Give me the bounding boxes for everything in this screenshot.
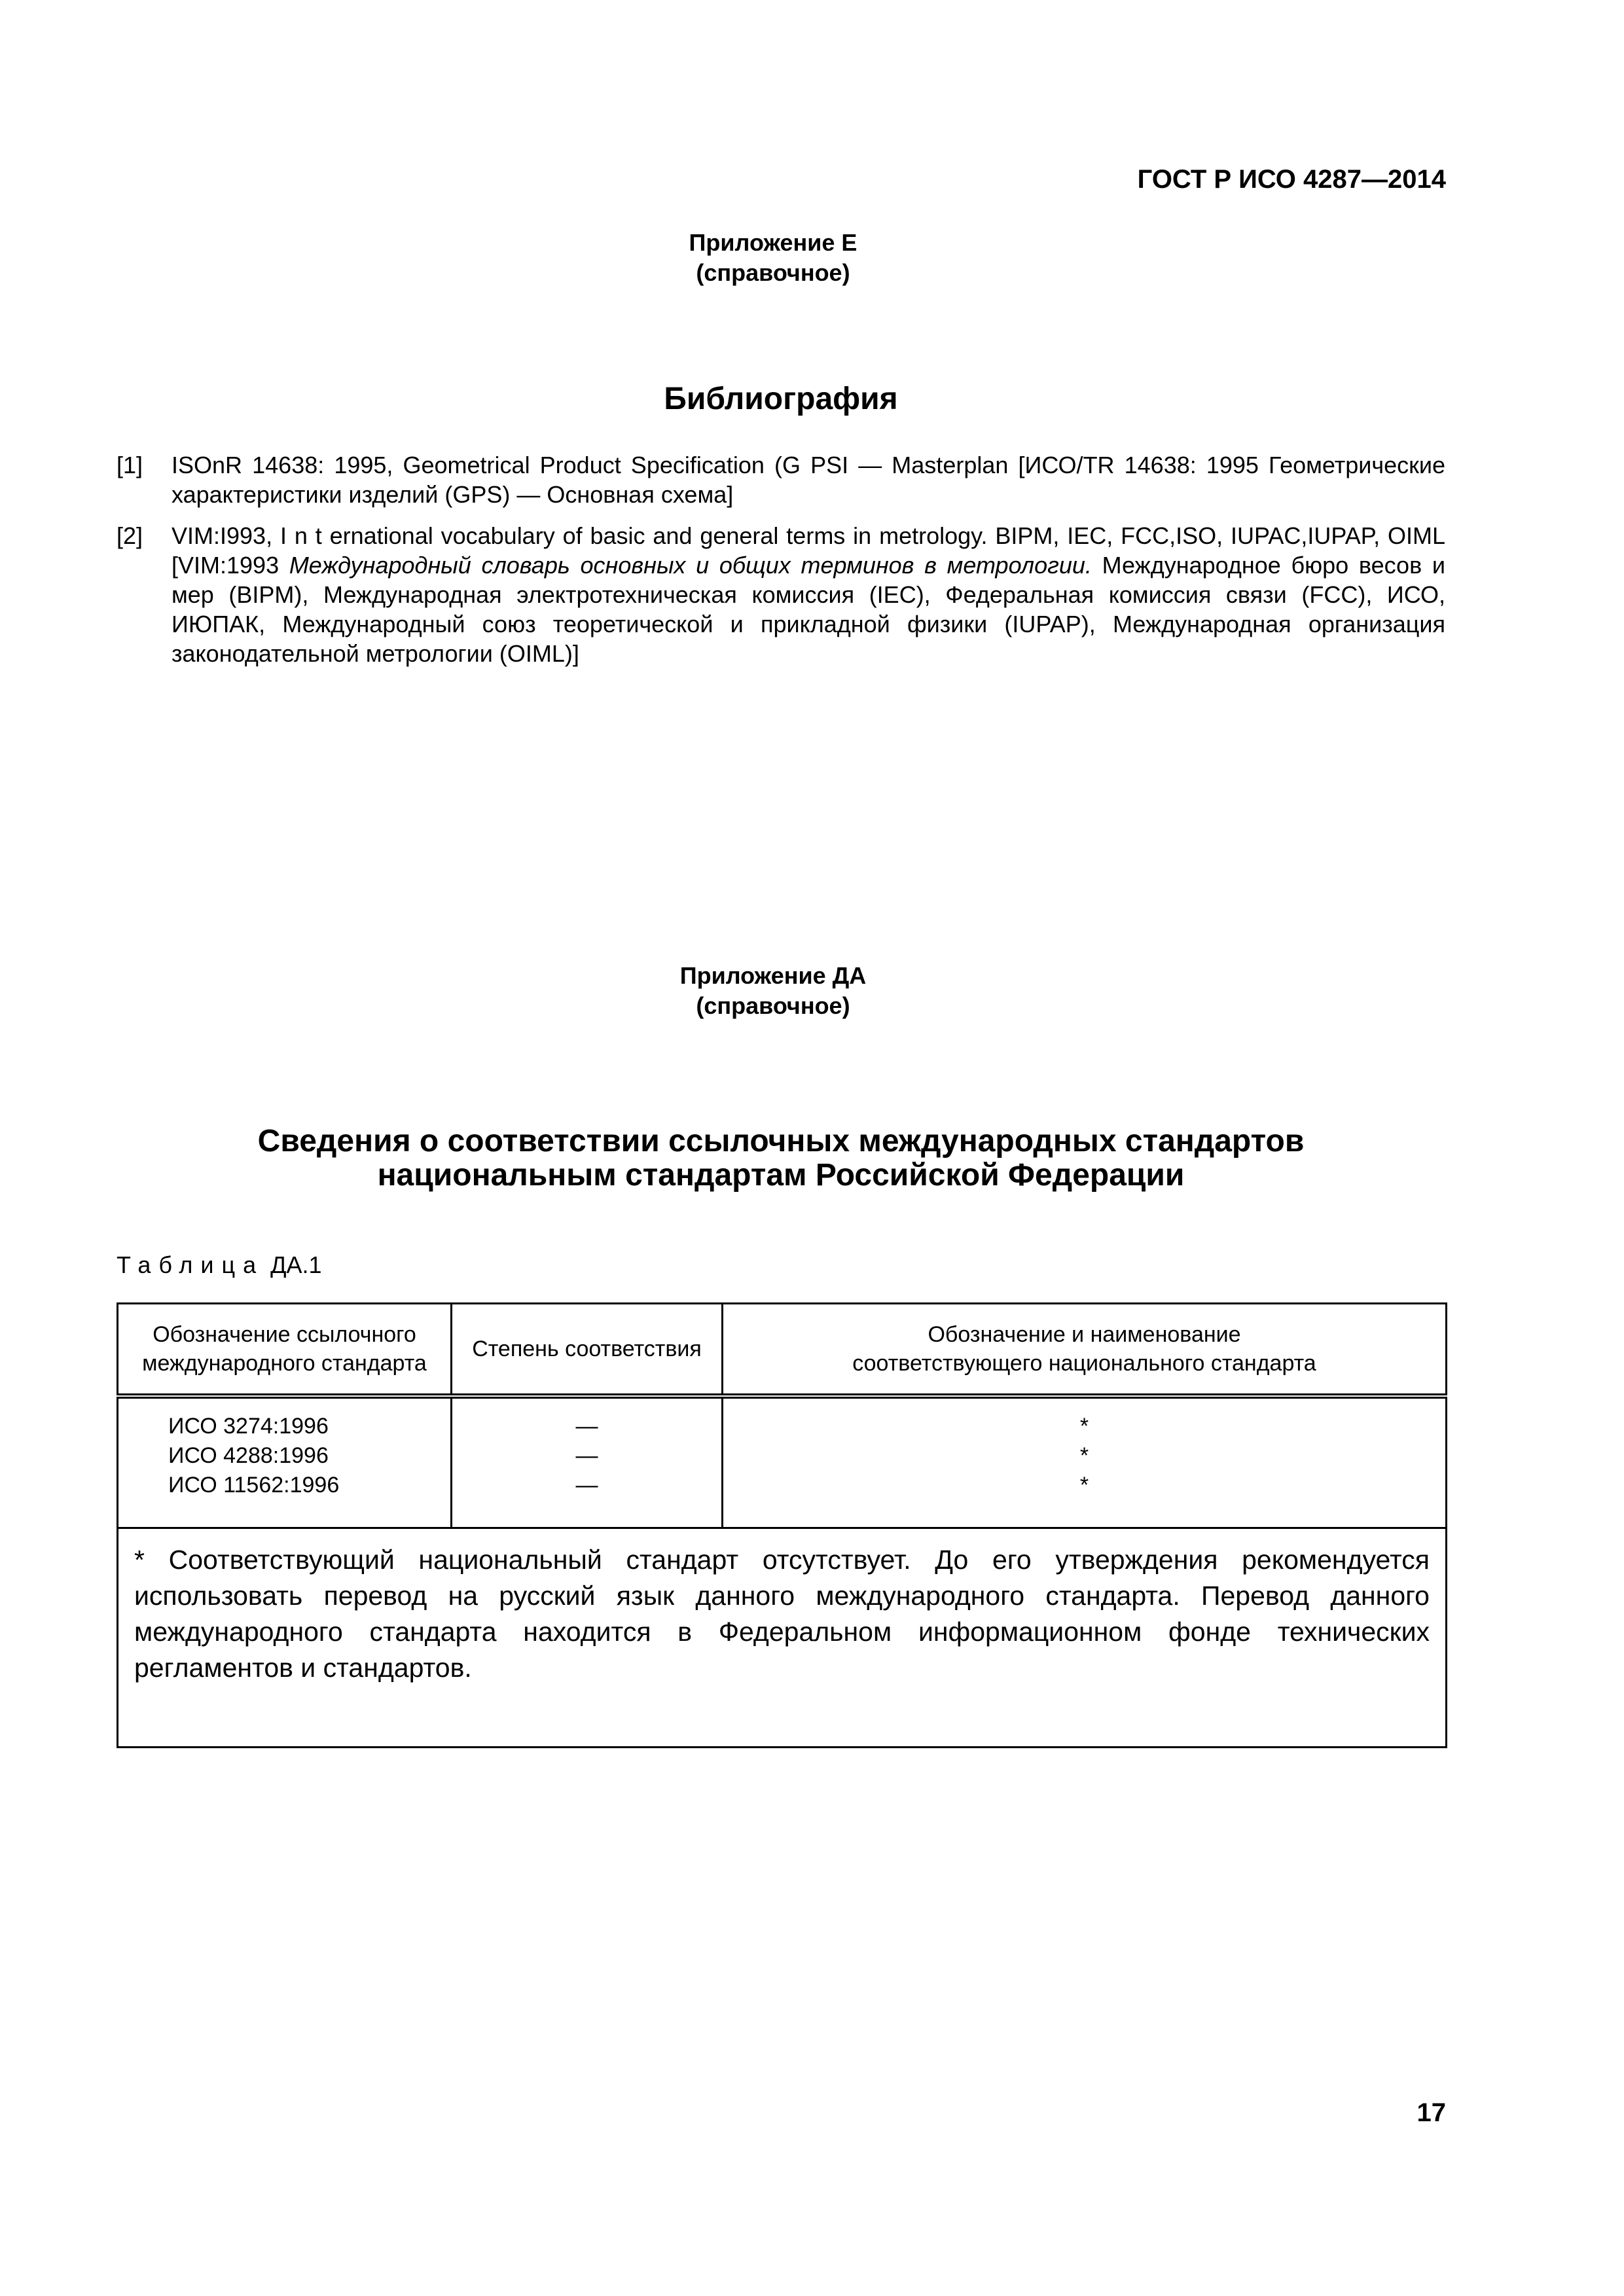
degree-of-correspondence-cell: [452, 1396, 723, 1528]
degree-value: —: [575, 1473, 598, 1498]
header-reference-standard-line-2: международного стандарта: [142, 1351, 427, 1376]
table-header-row: [118, 1304, 1447, 1397]
header-reference-standard-line-1: Обозначение ссылочного: [153, 1322, 416, 1347]
header-degree-of-correspondence: Степень соответствия: [452, 1304, 723, 1397]
document-code: ГОСТ Р ИСО 4287—2014: [1137, 165, 1446, 194]
national-standard-cell: [723, 1396, 1447, 1528]
appendix-e-title: Приложение Е: [689, 229, 857, 256]
bibliography-entry-number: [2]: [117, 522, 143, 549]
reference-standard-cell: [118, 1396, 452, 1528]
bibliography-entry-1: [117, 450, 1445, 509]
header-reference-standard: [118, 1304, 452, 1397]
correspondence-title-line-2: национальным стандартам Российской Федерации: [377, 1158, 1185, 1193]
appendix-da-header: [0, 961, 1546, 1021]
national-standard-value: *: [1079, 1443, 1089, 1468]
table-note-row: [118, 1528, 1447, 1748]
bibliography-entry-text-end: Международное бюро весов и мер (BIPM), Международная электротехническая комиссия (IEC), Федеральная комиссия связи (FCC), ИСО, ИЮПАК, Международный союз теоретической и прикладной физики (IUPAP), Международная организация законодательной метрологии (OIML)]: [171, 552, 1446, 667]
degree-value: —: [575, 1414, 598, 1439]
table-caption-number: ДА.1: [264, 1251, 322, 1278]
correspondence-title-line-1: Сведения о соответствии ссылочных международных стандартов: [257, 1124, 1305, 1158]
national-standard-value: *: [1079, 1414, 1089, 1439]
bibliography-title: Библиография: [664, 382, 898, 416]
header-national-standard-line-1: Обозначение и наименование: [928, 1322, 1241, 1347]
appendix-e-type: (справочное): [696, 259, 850, 286]
reference-standard-code: ИСО 3274:1996: [168, 1414, 329, 1439]
table-caption: [117, 1251, 322, 1279]
appendix-da-type: (справочное): [696, 992, 850, 1019]
table-caption-word: Таблица: [117, 1251, 264, 1278]
header-national-standard-line-2: соответствующего национального стандарта: [852, 1351, 1316, 1376]
degree-value: —: [575, 1443, 598, 1468]
bibliography-entry-text: [171, 521, 1445, 668]
table-row: [118, 1396, 1447, 1528]
reference-standard-code: ИСО 11562:1996: [168, 1473, 340, 1498]
bibliography-entry-2: [117, 521, 1445, 668]
appendix-e-header: [0, 228, 1546, 288]
bibliography-entry-italic-title: Международный словарь основных и общих терминов в метрологии.: [289, 552, 1092, 579]
page-number: 17: [1416, 2098, 1446, 2127]
reference-standard-code: ИСО 4288:1996: [168, 1443, 329, 1468]
bibliography-entry-text-start: VIM:I993, I n t ernational vocabulary of basic and general terms in metrology. BIPM, IEC, FCC,ISO, IUPAC,IUPAP, OIML [VIM:1993: [171, 522, 1445, 579]
correspondence-section-title: [117, 1124, 1445, 1193]
bibliography-entry-text: ISOnR 14638: 1995, Geometrical Product Specification (G PSI — Masterplan [ИСО/TR 14638: 1995 Геометрические характеристики изделий (GPS) — Основная схема]: [171, 452, 1445, 508]
appendix-da-title: Приложение ДА: [679, 962, 867, 989]
bibliography-entry-number: [1]: [117, 452, 143, 478]
national-standard-value: *: [1079, 1473, 1089, 1498]
header-national-standard: [723, 1304, 1447, 1397]
correspondence-table: [117, 1302, 1447, 1748]
table-footnote: * Соответствующий национальный стандарт отсутствует. До его утверждения рекомендуется использовать перевод на русский язык данного международного стандарта. Перевод данного международного стандарта находится в Федеральном информационном фонде технических регламентов и стандартов.: [118, 1528, 1447, 1748]
